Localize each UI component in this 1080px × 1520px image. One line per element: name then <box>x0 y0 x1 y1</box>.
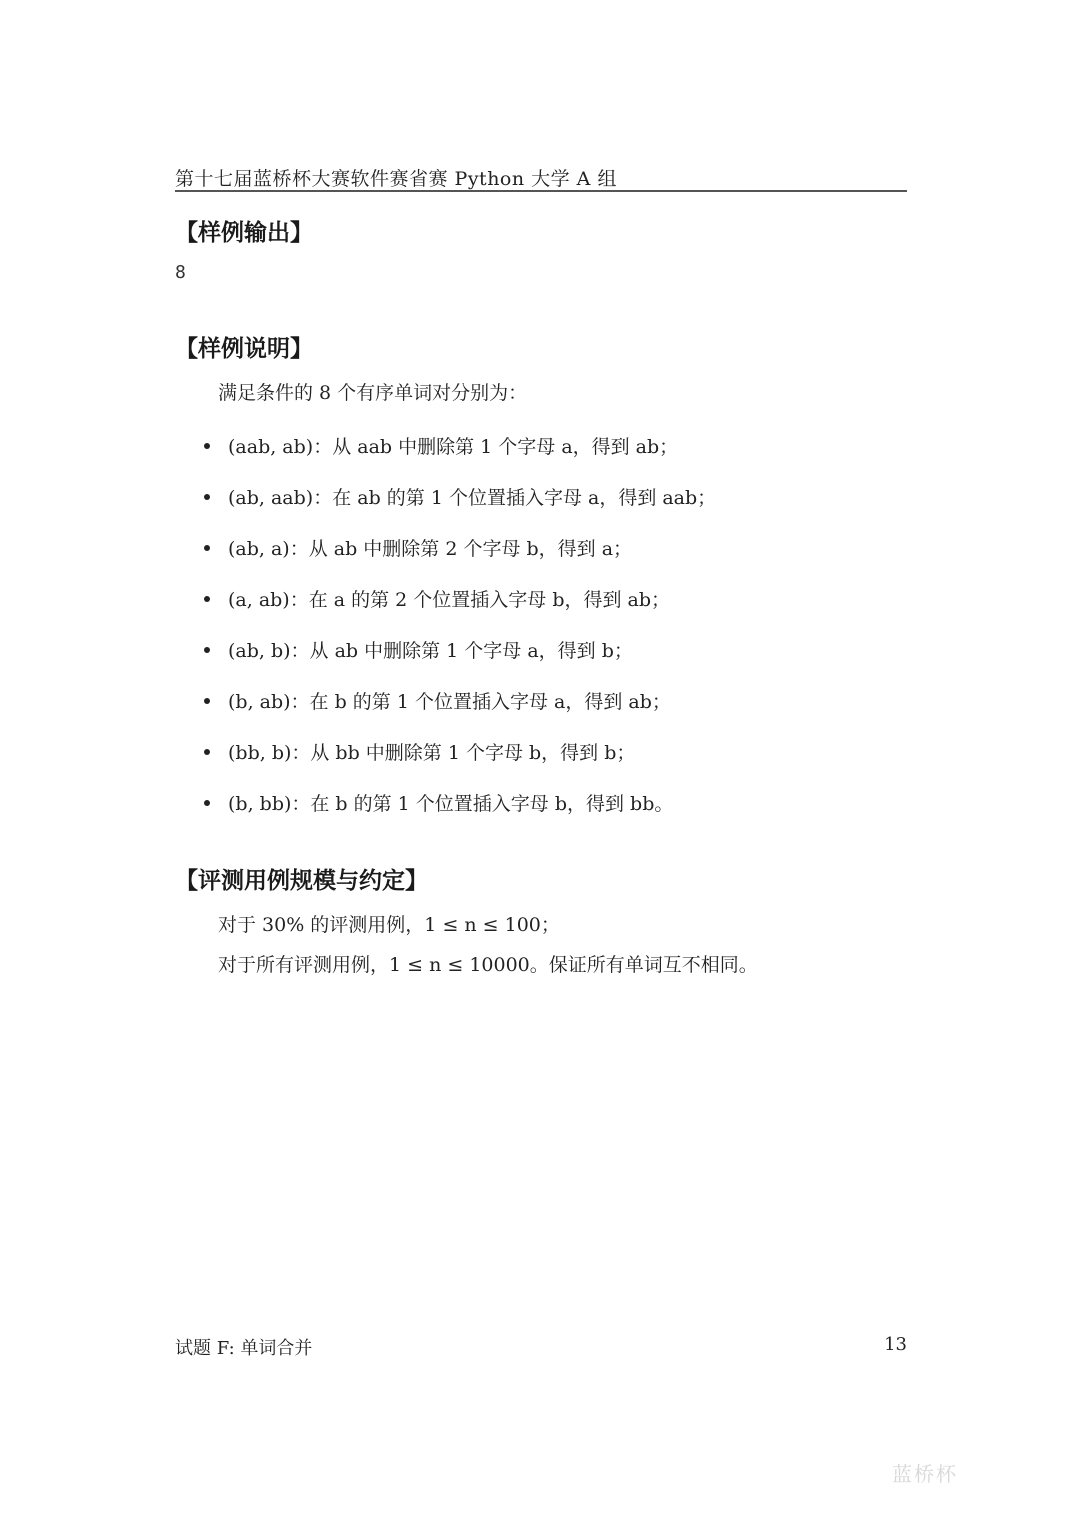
list-item <box>200 687 716 738</box>
list-item <box>200 738 716 789</box>
pair-list <box>200 432 716 840</box>
footer-page-number: 13 <box>884 1334 907 1355</box>
bullet-icon <box>204 443 210 449</box>
constraints-line-2: 对于所有评测用例，1 ≤ n ≤ 10000。保证所有单词互不相同。 <box>218 954 758 976</box>
list-item-text: (a, ab)：在 a 的第 2 个位置插入字母 b，得到 ab； <box>228 589 671 611</box>
list-item-text: (bb, b)：从 bb 中删除第 1 个字母 b，得到 b； <box>228 742 636 764</box>
sample-explanation-heading: 【样例说明】 <box>175 336 313 362</box>
list-item <box>200 636 716 687</box>
list-item-text: (b, bb)：在 b 的第 1 个位置插入字母 b，得到 bb。 <box>228 793 674 815</box>
list-item <box>200 432 716 483</box>
bullet-icon <box>204 698 210 704</box>
header-rule <box>175 190 907 192</box>
sample-explanation-intro: 满足条件的 8 个有序单词对分别为： <box>218 382 528 404</box>
page-header-title: 第十七届蓝桥杯大赛软件赛省赛 Python 大学 A 组 <box>175 168 617 190</box>
watermark: 蓝桥杯 <box>892 1462 958 1486</box>
list-item <box>200 789 716 840</box>
bullet-icon <box>204 596 210 602</box>
constraints-heading: 【评测用例规模与约定】 <box>175 868 428 894</box>
bullet-icon <box>204 494 210 500</box>
bullet-icon <box>204 749 210 755</box>
sample-output-heading: 【样例输出】 <box>175 220 313 246</box>
list-item <box>200 585 716 636</box>
list-item-text: (b, ab)：在 b 的第 1 个位置插入字母 a，得到 ab； <box>228 691 671 713</box>
list-item <box>200 534 716 585</box>
list-item <box>200 483 716 534</box>
footer-problem-title: 试题 F: 单词合并 <box>175 1338 313 1359</box>
bullet-icon <box>204 800 210 806</box>
constraints-line-1: 对于 30% 的评测用例，1 ≤ n ≤ 100； <box>218 914 560 936</box>
list-item-text: (aab, ab)：从 aab 中删除第 1 个字母 a，得到 ab； <box>228 436 679 458</box>
bullet-icon <box>204 545 210 551</box>
list-item-text: (ab, b)：从 ab 中删除第 1 个字母 a，得到 b； <box>228 640 633 662</box>
list-item-text: (ab, a)：从 ab 中删除第 2 个字母 b，得到 a； <box>228 538 633 560</box>
bullet-icon <box>204 647 210 653</box>
list-item-text: (ab, aab)：在 ab 的第 1 个位置插入字母 a，得到 aab； <box>228 487 717 509</box>
sample-output-value: 8 <box>175 262 186 283</box>
